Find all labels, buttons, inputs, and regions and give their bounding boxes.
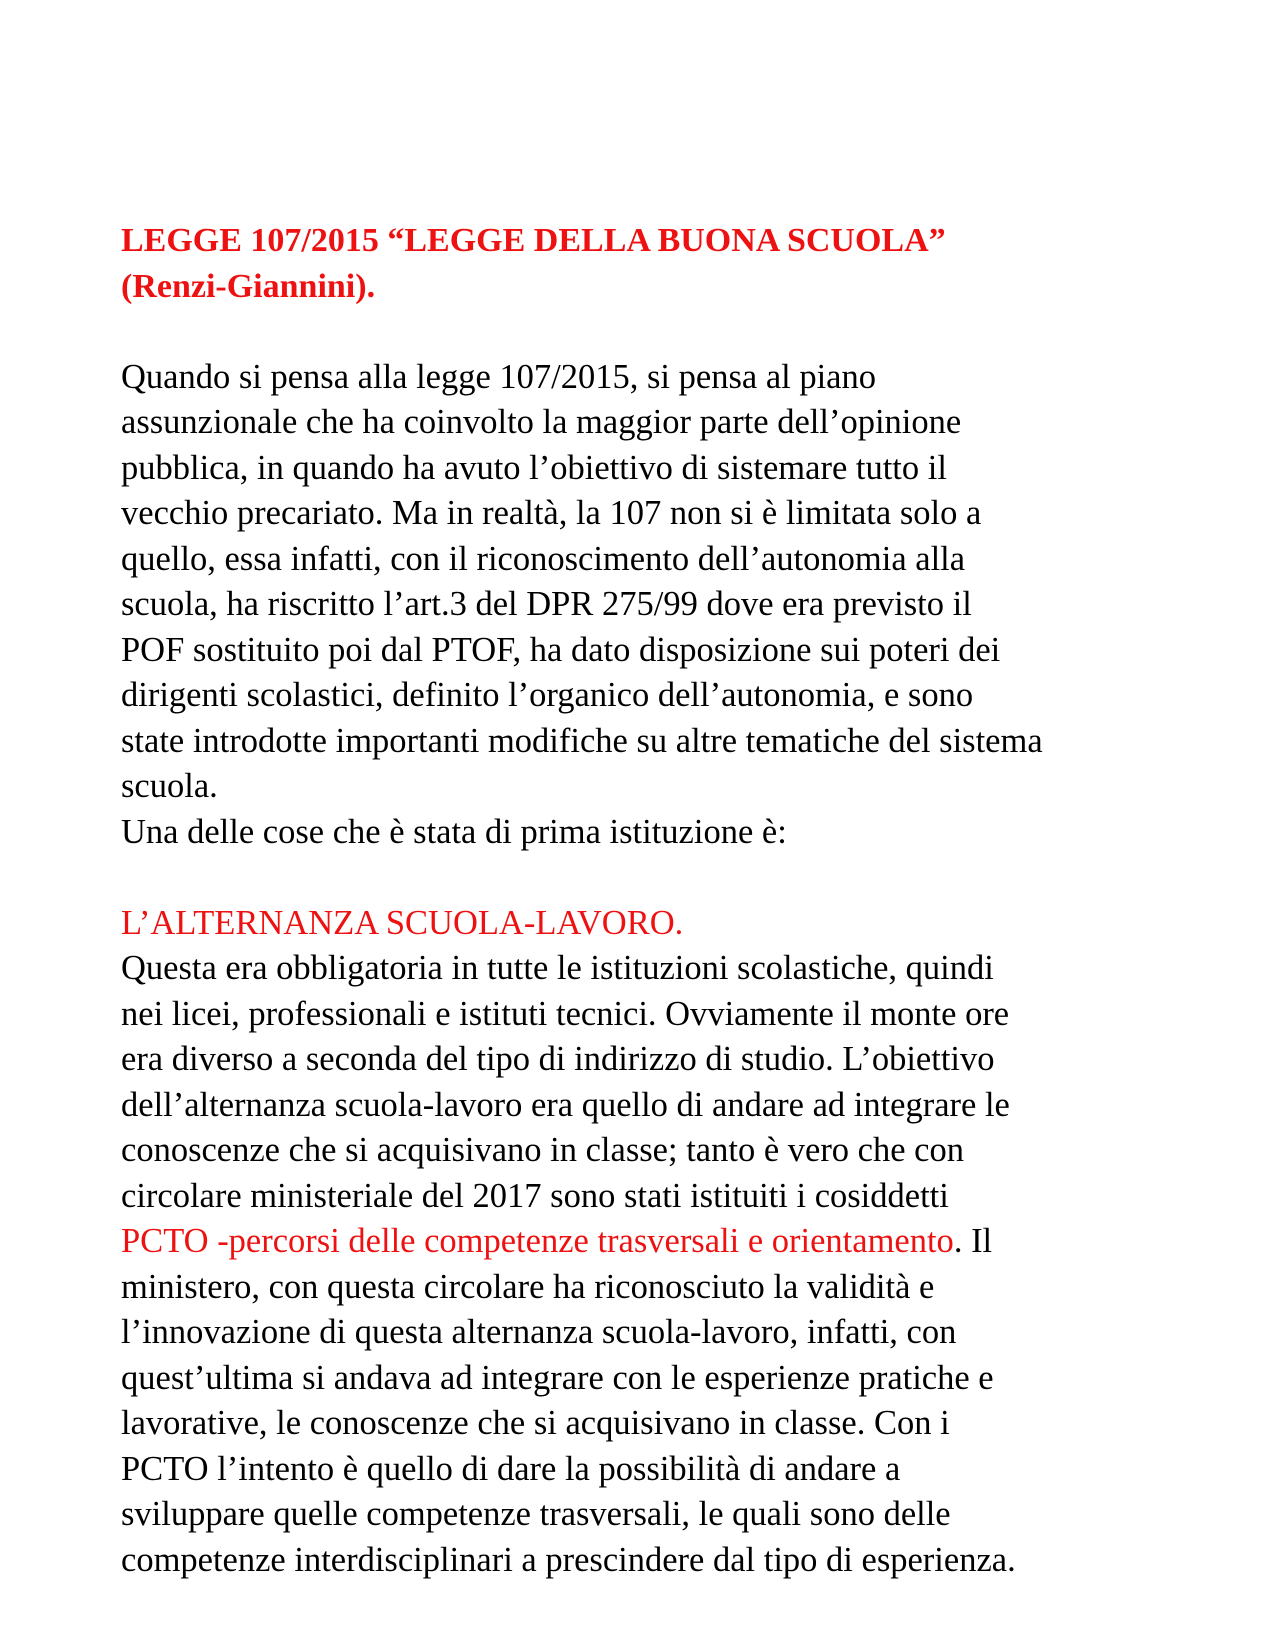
paragraph-line: quello, essa infatti, con il riconoscimento dell’autonomia alla — [121, 539, 966, 578]
paragraph-line: nei licei, professionali e istituti tecnici. Ovviamente il monte ore — [121, 994, 1010, 1033]
alternanza-paragraph — [121, 946, 1181, 1583]
paragraph-line: competenze interdisciplinari a prescindere dal tipo di esperienza. — [121, 1540, 1016, 1579]
blank-line — [121, 855, 1181, 901]
paragraph-line: Una delle cose che è stata di prima istituzione è: — [121, 812, 787, 851]
paragraph-line: sviluppare quelle competenze trasversali, le quali sono delle — [121, 1495, 951, 1533]
paragraph-line: Questa era obbligatoria in tutte le istituzioni scolastiche, quindi — [121, 949, 994, 987]
paragraph-line: dirigenti scolastici, definito l’organico dell’autonomia, e sono — [121, 676, 974, 714]
paragraph-line: assunzionale che ha coinvolto la maggior parte dell’opinione — [121, 403, 962, 441]
pcto-highlight: PCTO -percorsi delle competenze trasversali e orientamento — [121, 1222, 954, 1260]
paragraph-line: conoscenze che si acquisivano in classe; tanto è vero che con — [121, 1131, 964, 1169]
paragraph-line: PCTO l’intento è quello di dare la possibilità di andare a — [121, 1449, 901, 1488]
paragraph-line: ministero, con questa circolare ha riconosciuto la validità e — [121, 1267, 935, 1306]
paragraph-line: circolare ministeriale del 2017 sono stati istituiti i cosiddetti — [121, 1176, 949, 1215]
intro-paragraph — [121, 355, 1181, 856]
paragraph-line: l’innovazione di questa alternanza scuola-lavoro, infatti, con — [121, 1313, 957, 1351]
paragraph-line: scuola. — [121, 767, 218, 805]
paragraph-line: lavorative, le conoscenze che si acquisivano in classe. Con i — [121, 1404, 950, 1442]
document-title — [121, 218, 1181, 309]
section-heading: L’ALTERNANZA SCUOLA-LAVORO. — [121, 903, 684, 942]
pcto-line — [121, 1219, 1181, 1265]
pcto-suffix: . Il — [953, 1222, 993, 1260]
paragraph-line: dell’alternanza scuola-lavoro era quello di andare ad integrare le — [121, 1085, 1010, 1124]
paragraph-line: Quando si pensa alla legge 107/2015, si pensa al piano — [121, 357, 876, 396]
paragraph-line: pubblica, in quando ha avuto l’obiettivo di sistemare tutto il — [121, 448, 947, 487]
paragraph-line: quest’ultima si andava ad integrare con le esperienze pratiche e — [121, 1358, 994, 1397]
title-line: (Renzi-Giannini). — [121, 267, 376, 305]
paragraph-line: scuola, ha riscritto l’art.3 del DPR 275/99 dove era previsto il — [121, 585, 972, 623]
paragraph-line: POF sostituito poi dal PTOF, ha dato disposizione sui poteri dei — [121, 630, 1001, 669]
title-line: LEGGE 107/2015 “LEGGE DELLA BUONA SCUOLA” — [121, 222, 946, 259]
paragraph-line: era diverso a seconda del tipo di indirizzo di studio. L’obiettivo — [121, 1040, 995, 1078]
blank-line — [121, 309, 1181, 355]
document-body — [121, 218, 1181, 1583]
paragraph-line: state introdotte importanti modifiche su altre tematiche del sistema — [121, 721, 1043, 760]
paragraph-line: vecchio precariato. Ma in realtà, la 107 non si è limitata solo a — [121, 494, 982, 532]
